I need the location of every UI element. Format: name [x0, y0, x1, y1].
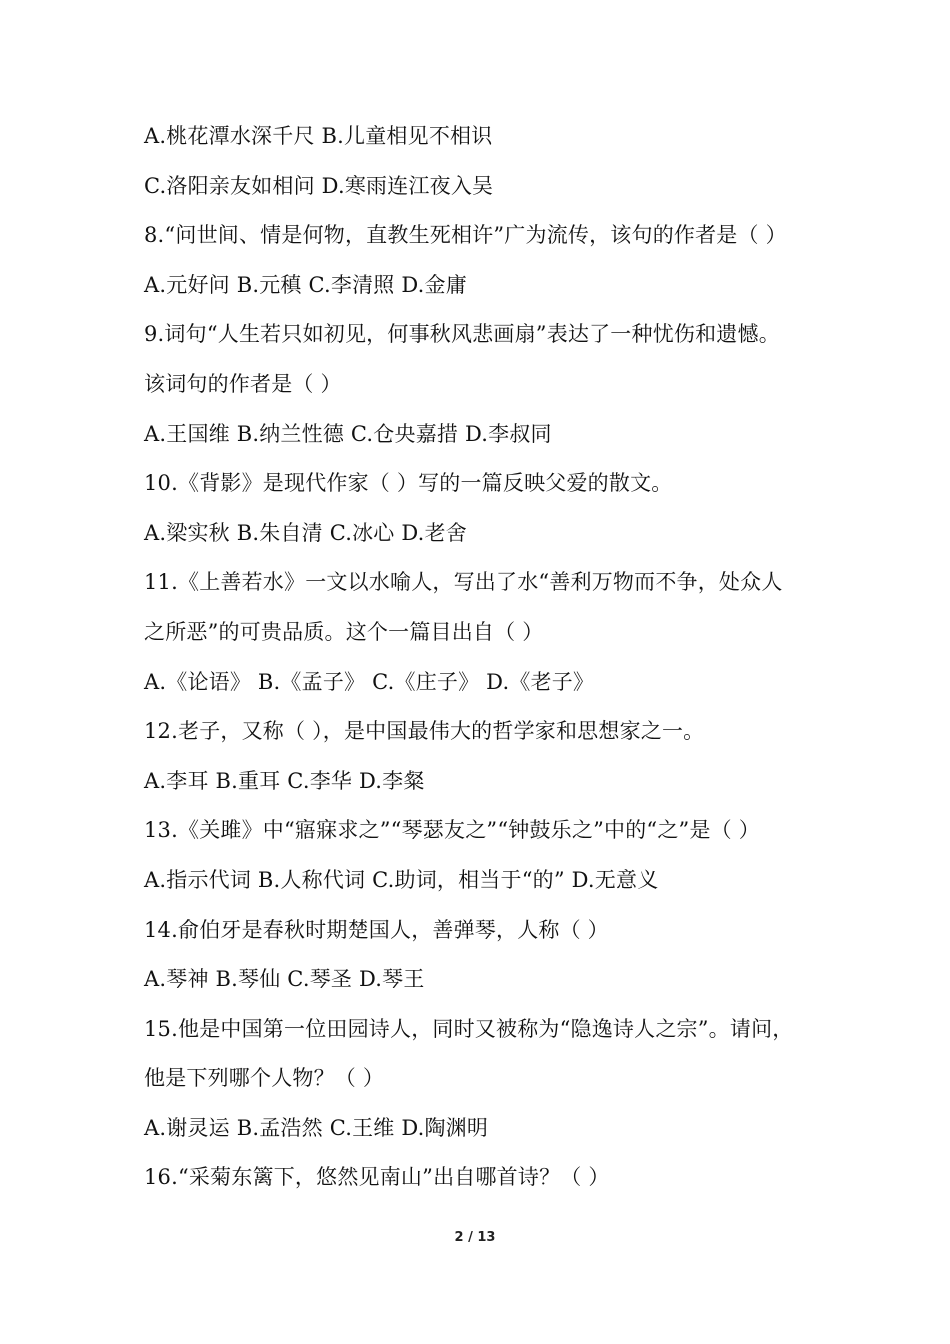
text-line-question-12: 12.老子，又称（ ），是中国最伟大的哲学家和思想家之一。 — [144, 719, 705, 744]
text-line-options-8: A.元好问 B.元稹 C.李清照 D.金庸 — [144, 272, 467, 297]
text-line-options-7-c-d: C.洛阳亲友如相问 D.寒雨连江夜入吴 — [144, 173, 494, 198]
text-line-options-12: A.李耳 B.重耳 C.李华 D.李粲 — [144, 768, 425, 793]
text-line-options-7-a-b: A.桃花潭水深千尺 B.儿童相见不相识 — [144, 124, 493, 148]
text-line-question-9-part-2: 该词句的作者是（ ） — [144, 371, 342, 396]
text-line-options-15: A.谢灵运 B.孟浩然 C.王维 D.陶渊明 — [144, 1115, 489, 1140]
text-line-question-15-part-1: 15.他是中国第一位田园诗人，同时又被称为“隐逸诗人之宗”。请问， — [144, 1016, 794, 1041]
page-number: 2 / 13 — [454, 1230, 496, 1245]
text-line-options-11: A.《论语》 B.《孟子》 C.《庄子》 D.《老子》 — [144, 669, 595, 694]
text-line-options-14: A.琴神 B.琴仙 C.琴圣 D.琴王 — [144, 967, 425, 992]
text-line-question-8: 8.“问世间、情是何物，直教生死相许”广为流传，该句的作者是（ ） — [144, 223, 787, 248]
text-line-question-10: 10.《背影》是现代作家（ ）写的一篇反映父爱的散文。 — [144, 471, 673, 496]
question-text-body — [144, 112, 824, 1203]
text-line-question-11-part-2: 之所恶”的可贵品质。这个一篇目出自（ ） — [144, 619, 544, 644]
text-line-question-9-part-1: 9.词句“人生若只如初见，何事秋风悲画扇”表达了一种忧伤和遗憾。 — [144, 322, 780, 347]
text-line-question-16: 16.“采菊东篱下，悠然见南山”出自哪首诗？（ ） — [144, 1165, 610, 1190]
text-line-question-15-part-2: 他是下列哪个人物？（ ） — [144, 1066, 385, 1091]
text-line-question-14: 14.俞伯牙是春秋时期楚国人，善弹琴，人称（ ） — [144, 917, 609, 942]
text-line-options-10: A.梁实秋 B.朱自清 C.冰心 D.老舍 — [144, 520, 467, 545]
text-line-options-9: A.王国维 B.纳兰性德 C.仓央嘉措 D.李叔同 — [144, 421, 552, 446]
text-line-question-11-part-1: 11.《上善若水》一文以水喻人，写出了水“善利万物而不争，处众人 — [144, 570, 783, 595]
text-line-question-13: 13.《关雎》中“寤寐求之”“琴瑟友之”“钟鼓乐之”中的“之”是（ ） — [144, 818, 760, 843]
text-line-options-13: A.指示代词 B.人称代词 C.助词，相当于“的” D.无意义 — [144, 867, 659, 892]
